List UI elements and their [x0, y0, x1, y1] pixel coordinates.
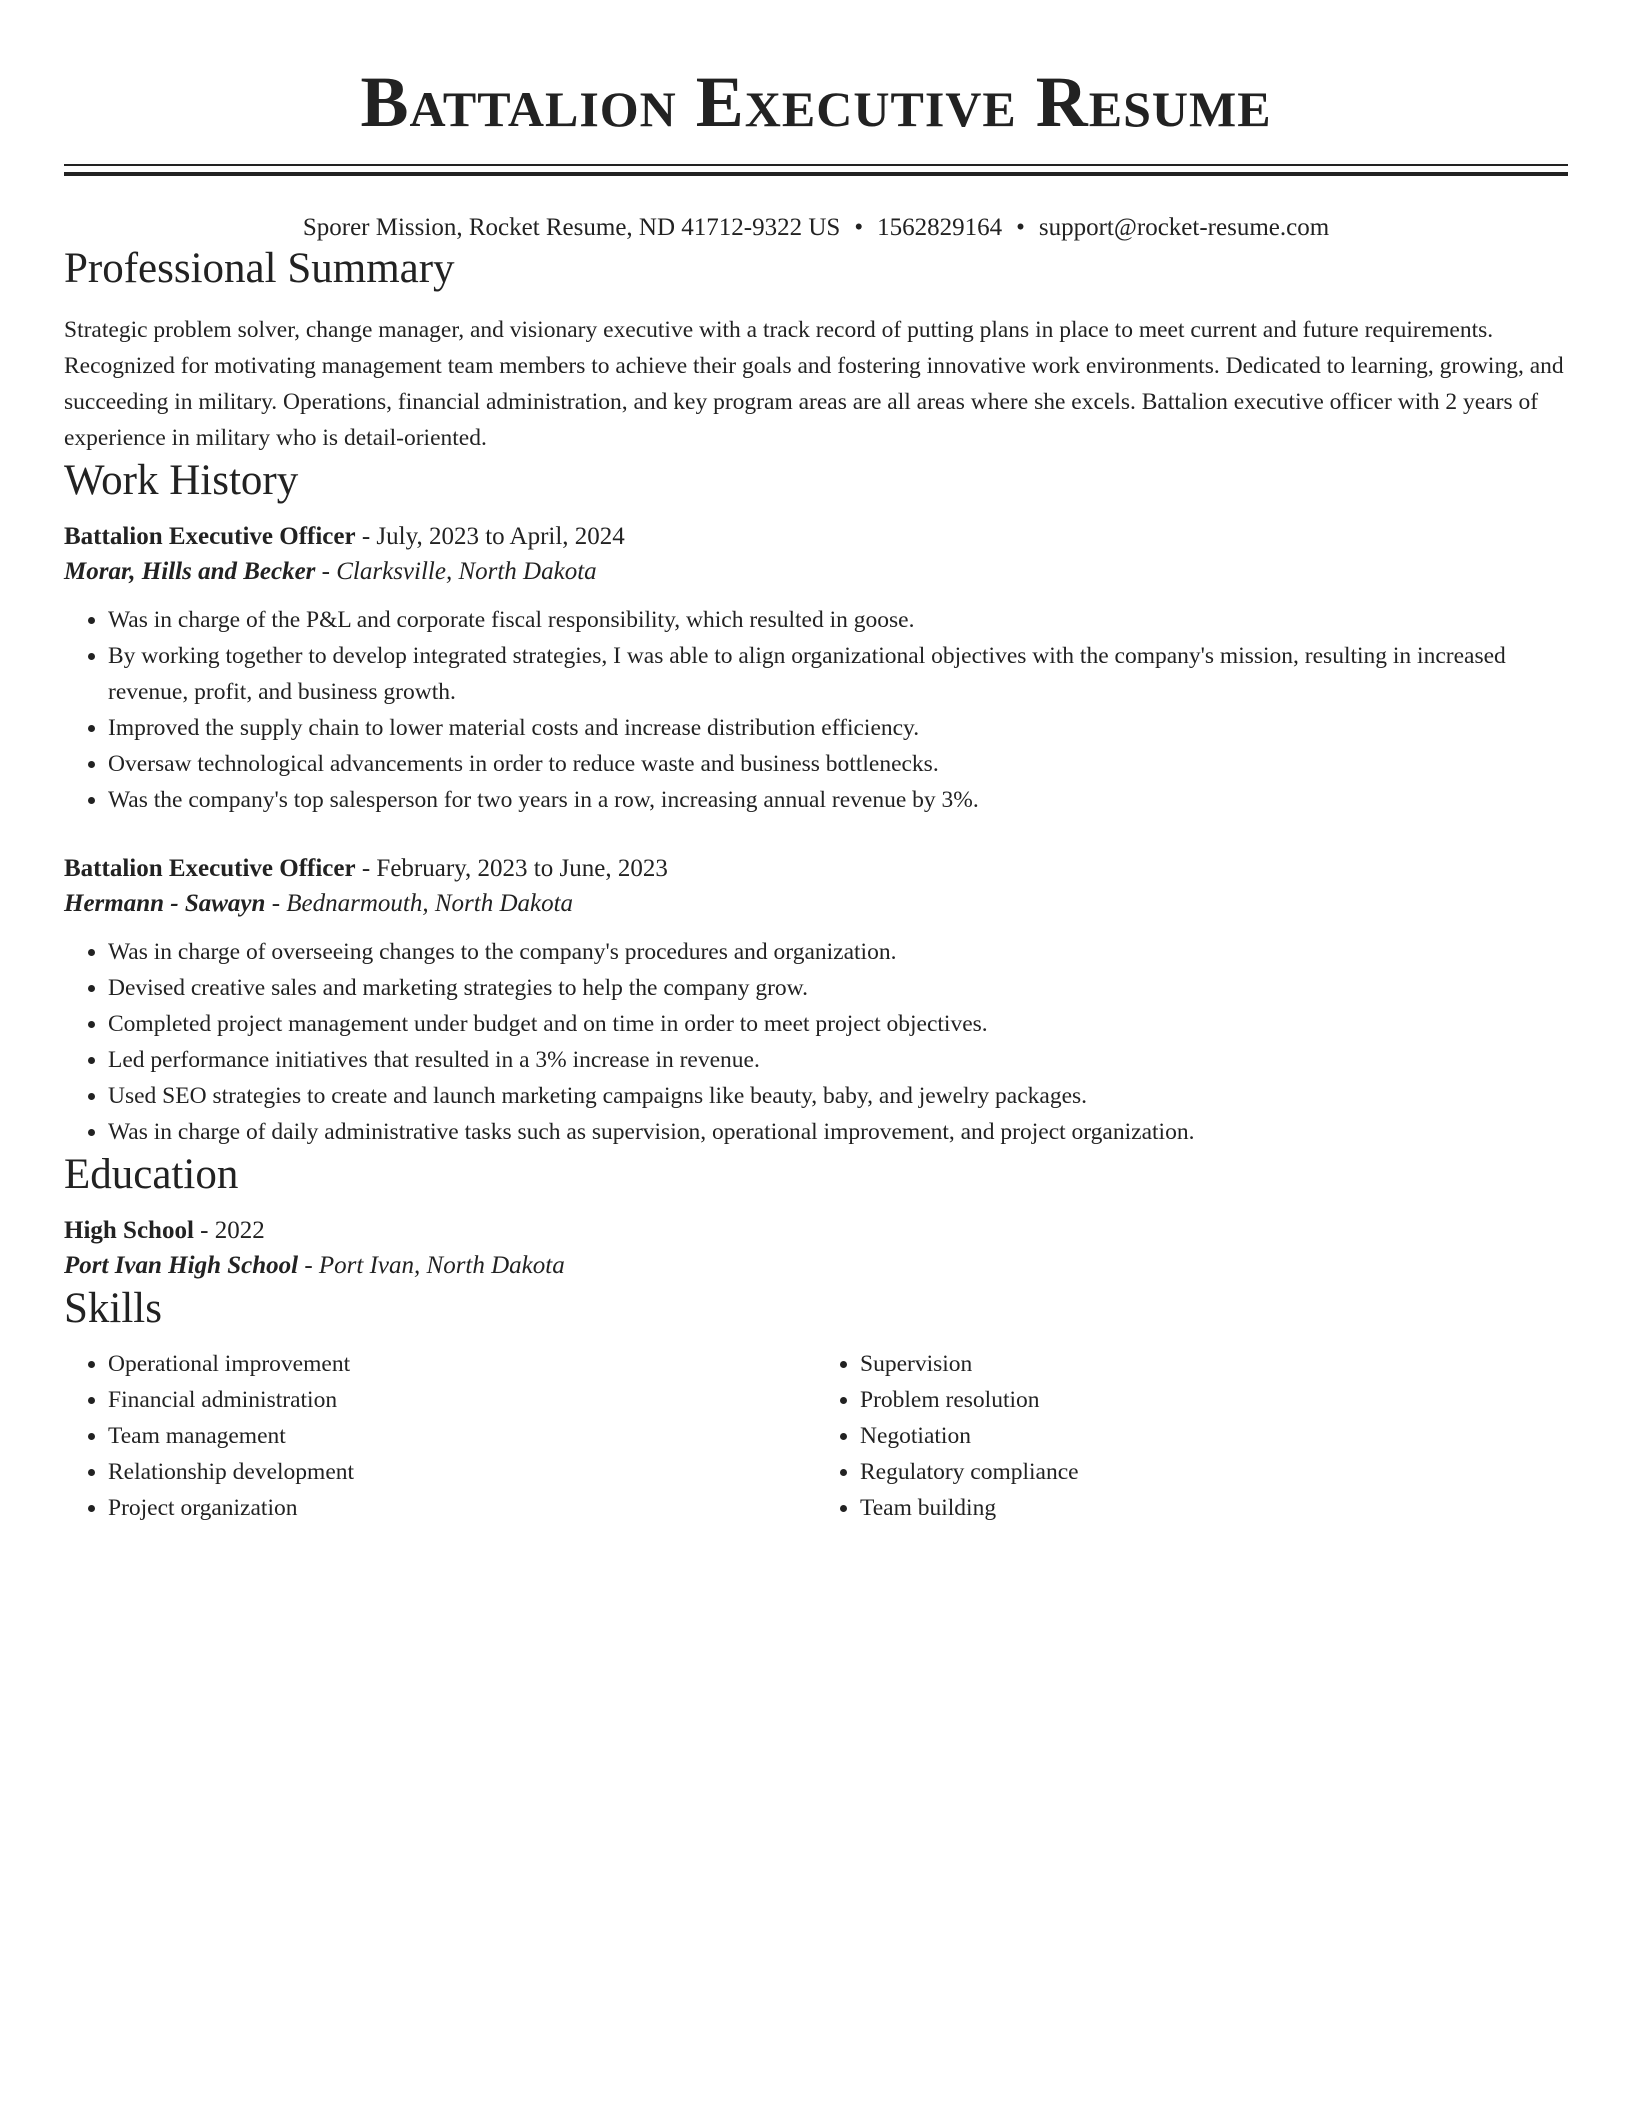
job-entry — [64, 852, 1568, 1150]
job-header — [64, 852, 1568, 886]
education-year: - 2022 — [193, 1217, 265, 1244]
job-bullet: • Was in charge of daily administrative tasks such as supervision, operational improvement, and project organization. — [108, 1114, 1568, 1150]
job-bullet: • Improved the supply chain to lower material costs and increase distribution efficiency. — [108, 710, 1568, 746]
contact-phone: 1562829164 — [877, 214, 1003, 241]
summary-text: Strategic problem solver, change manager, and visionary executive with a track record of putting plans in place to meet current and future requirements. Recognized for motivating management team members to achieve their goals and fostering innovative work environments. Dedicated to learning, growing, and succeeding in military. Operations, financial administration, and key program areas are all areas where she excels. Battalion executive officer with 2 years of experience in military who is detail-oriented. — [64, 317, 1564, 451]
skill-item: • Operational improvement — [108, 1346, 816, 1382]
summary-heading: Professional Summary — [64, 245, 455, 292]
skills-heading: Skills — [64, 1285, 162, 1332]
skill-item: • Project organization — [108, 1490, 816, 1526]
job-bullet: • Oversaw technological advancements in order to reduce waste and business bottlenecks. — [108, 746, 1568, 782]
skills-grid — [64, 1346, 1568, 1526]
job-employer — [64, 886, 1568, 922]
job-bullet: • Was the company's top salesperson for two years in a row, increasing annual revenue by 3%. — [108, 782, 1568, 818]
job-title: Battalion Executive Officer — [64, 855, 356, 882]
job-location: - Bednarmouth, North Dakota — [265, 890, 574, 917]
job-bullet: • Was in charge of overseeing changes to the company's procedures and organization. — [108, 934, 1568, 970]
education-location: - Port Ivan, North Dakota — [298, 1252, 565, 1279]
job-bullet: • Devised creative sales and marketing strategies to help the company grow. — [108, 970, 1568, 1006]
job-bullet: • Was in charge of the P&L and corporate fiscal responsibility, which resulted in goose. — [108, 602, 1568, 638]
job-dates: - July, 2023 to April, 2024 — [355, 523, 625, 550]
contact-email: support@rocket-resume.com — [1038, 214, 1330, 241]
skill-item: • Negotiation — [860, 1418, 1568, 1454]
job-company: Morar, Hills and Becker — [64, 558, 316, 585]
job-dates: - February, 2023 to June, 2023 — [355, 855, 668, 882]
education-degree-line — [64, 1214, 1568, 1248]
skill-item: • Regulatory compliance — [860, 1454, 1568, 1490]
skill-item: • Team building — [860, 1490, 1568, 1526]
skills-column-right — [816, 1346, 1568, 1526]
education-school: Port Ivan High School — [64, 1252, 299, 1279]
job-title: Battalion Executive Officer — [64, 523, 356, 550]
skill-item: • Supervision — [860, 1346, 1568, 1382]
job-company: Hermann - Sawayn — [64, 890, 266, 917]
job-bullet: • Completed project management under budget and on time in order to meet project objectives. — [108, 1006, 1568, 1042]
skill-item: • Financial administration — [108, 1382, 816, 1418]
job-bullet: • By working together to develop integrated strategies, I was able to align organizational objectives with the company's mission, resulting in increased revenue, profit, and business growth. — [108, 638, 1568, 710]
education-degree: High School — [64, 1217, 194, 1244]
skill-item: • Problem resolution — [860, 1382, 1568, 1418]
contact-separator: • — [1016, 214, 1025, 241]
education-heading: Education — [64, 1151, 239, 1198]
job-bullets — [64, 602, 1568, 818]
job-bullet: • Used SEO strategies to create and launch marketing campaigns like beauty, baby, and jewelry packages. — [108, 1078, 1568, 1114]
contact-line — [64, 212, 1568, 244]
job-employer — [64, 554, 1568, 590]
resume-title: Battalion Executive Resume — [360, 62, 1272, 142]
job-header — [64, 520, 1568, 554]
skills-column-left — [64, 1346, 816, 1526]
education-school-line — [64, 1248, 1568, 1284]
job-entry — [64, 520, 1568, 818]
skill-item: • Team management — [108, 1418, 816, 1454]
job-bullet: • Led performance initiatives that resulted in a 3% increase in revenue. — [108, 1042, 1568, 1078]
title-divider-thick — [64, 172, 1568, 176]
contact-separator: • — [854, 214, 864, 241]
job-bullets — [64, 934, 1568, 1150]
title-divider-thin — [64, 164, 1568, 166]
skill-item: • Relationship development — [108, 1454, 816, 1490]
work-history-heading: Work History — [64, 457, 299, 504]
contact-address: Sporer Mission, Rocket Resume, ND 41712-9322 US — [302, 214, 841, 241]
job-location: - Clarksville, North Dakota — [315, 558, 597, 585]
